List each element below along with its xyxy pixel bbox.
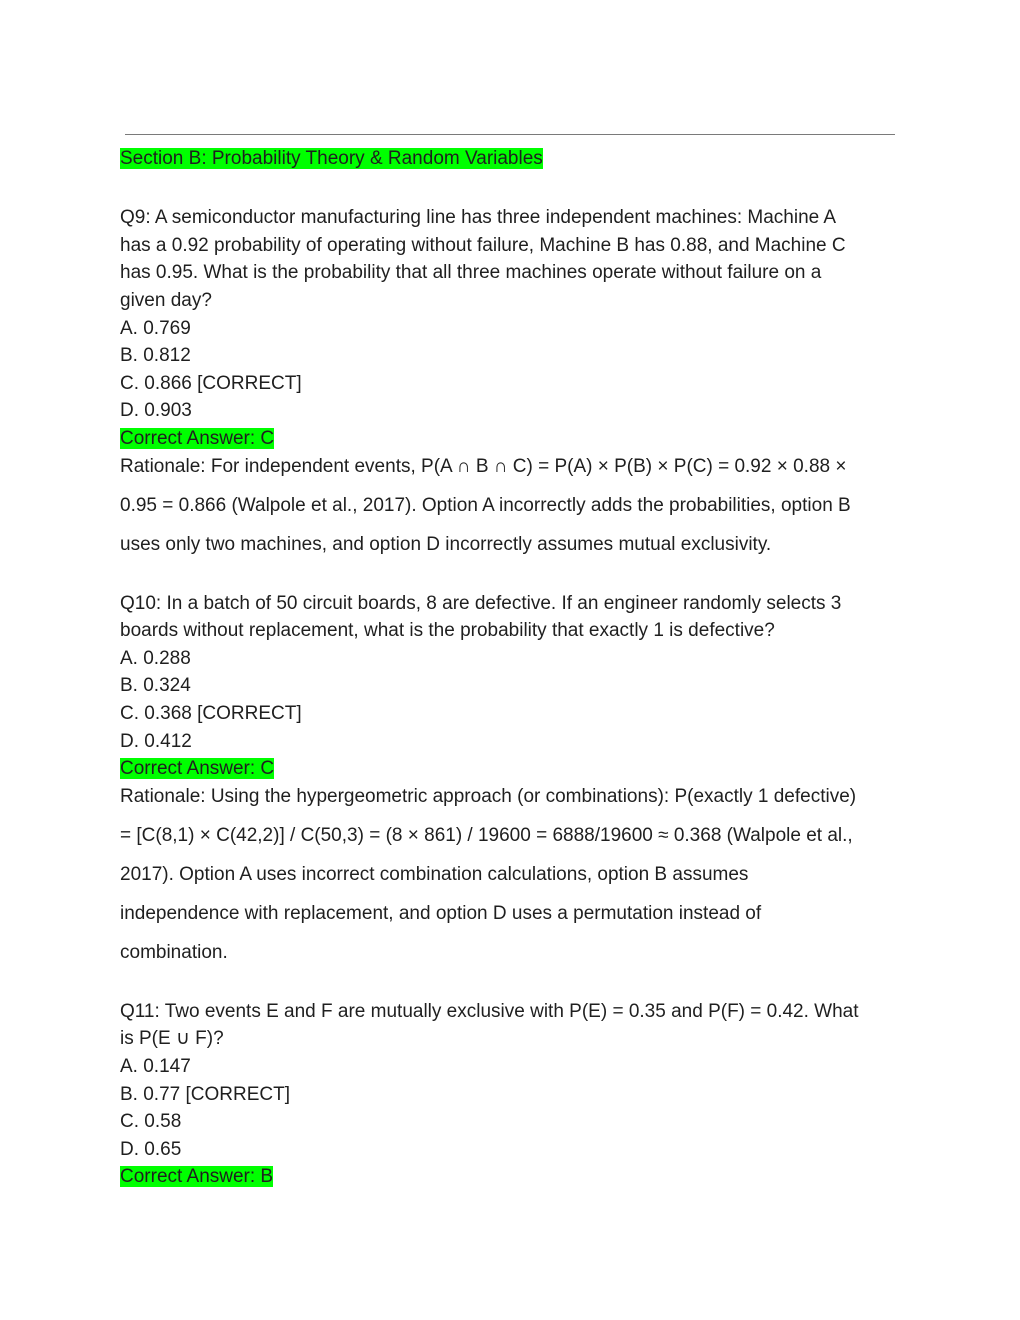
q9-option-c: C. 0.866 [CORRECT]: [120, 373, 302, 394]
q10-stem-line: Q10: In a batch of 50 circuit boards, 8 are defective. If an engineer randomly selects 3: [120, 593, 842, 614]
q10-correct-answer: Correct Answer: C: [120, 758, 275, 779]
q9-rationale-line: 0.95 = 0.866 (Walpole et al., 2017). Option A incorrectly adds the probabilities, option B: [120, 495, 851, 516]
q11-option-c: C. 0.58: [120, 1111, 182, 1132]
q10-rationale-line: independence with replacement, and option D uses a permutation instead of: [120, 903, 762, 924]
q11-stem-line: Q11: Two events E and F are mutually exclusive with P(E) = 0.35 and P(F) = 0.42. What: [120, 1001, 859, 1022]
q10-rationale-line: 2017). Option A uses incorrect combination calculations, option B assumes: [120, 864, 749, 885]
q10-rationale-line: Rationale: Using the hypergeometric approach (or combinations): P(exactly 1 defective): [120, 786, 857, 807]
q10-rationale-line: combination.: [120, 942, 228, 963]
q10-stem-line: boards without replacement, what is the probability that exactly 1 is defective?: [120, 620, 775, 641]
q9-rationale-line: uses only two machines, and option D incorrectly assumes mutual exclusivity.: [120, 534, 772, 555]
q11-option-a: A. 0.147: [120, 1056, 191, 1077]
q9-stem-line: Q9: A semiconductor manufacturing line has three independent machines: Machine A: [120, 207, 837, 228]
q10-option-d: D. 0.412: [120, 731, 192, 752]
q11-option-d: D. 0.65: [120, 1139, 182, 1160]
q11-option-b: B. 0.77 [CORRECT]: [120, 1084, 290, 1105]
q9-stem-line: has a 0.92 probability of operating without failure, Machine B has 0.88, and Machine C: [120, 235, 846, 256]
q9-rationale-line: Rationale: For independent events, P(A ∩ B ∩ C) = P(A) × P(B) × P(C) = 0.92 × 0.88 ×: [120, 456, 847, 477]
section-heading: Section B: Probability Theory & Random Variables: [120, 148, 543, 169]
q9-stem-line: given day?: [120, 290, 212, 311]
q9-correct-answer: Correct Answer: C: [120, 428, 275, 449]
q10-rationale-line: = [C(8,1) × C(42,2)] / C(50,3) = (8 × 861) / 19600 = 6888/19600 ≈ 0.368 (Walpole et al.,: [120, 825, 853, 846]
q10-option-a: A. 0.288: [120, 648, 191, 669]
q9-option-d: D. 0.903: [120, 400, 192, 421]
q10-option-c: C. 0.368 [CORRECT]: [120, 703, 302, 724]
q11-correct-answer: Correct Answer: B: [120, 1166, 274, 1187]
q9-option-a: A. 0.769: [120, 318, 191, 339]
q10-option-b: B. 0.324: [120, 675, 191, 696]
q9-stem-line: has 0.95. What is the probability that all three machines operate without failure on a: [120, 262, 822, 283]
q9-option-b: B. 0.812: [120, 345, 191, 366]
q11-stem-line: is P(E ∪ F)?: [120, 1028, 224, 1049]
horizontal-rule: [125, 134, 895, 135]
